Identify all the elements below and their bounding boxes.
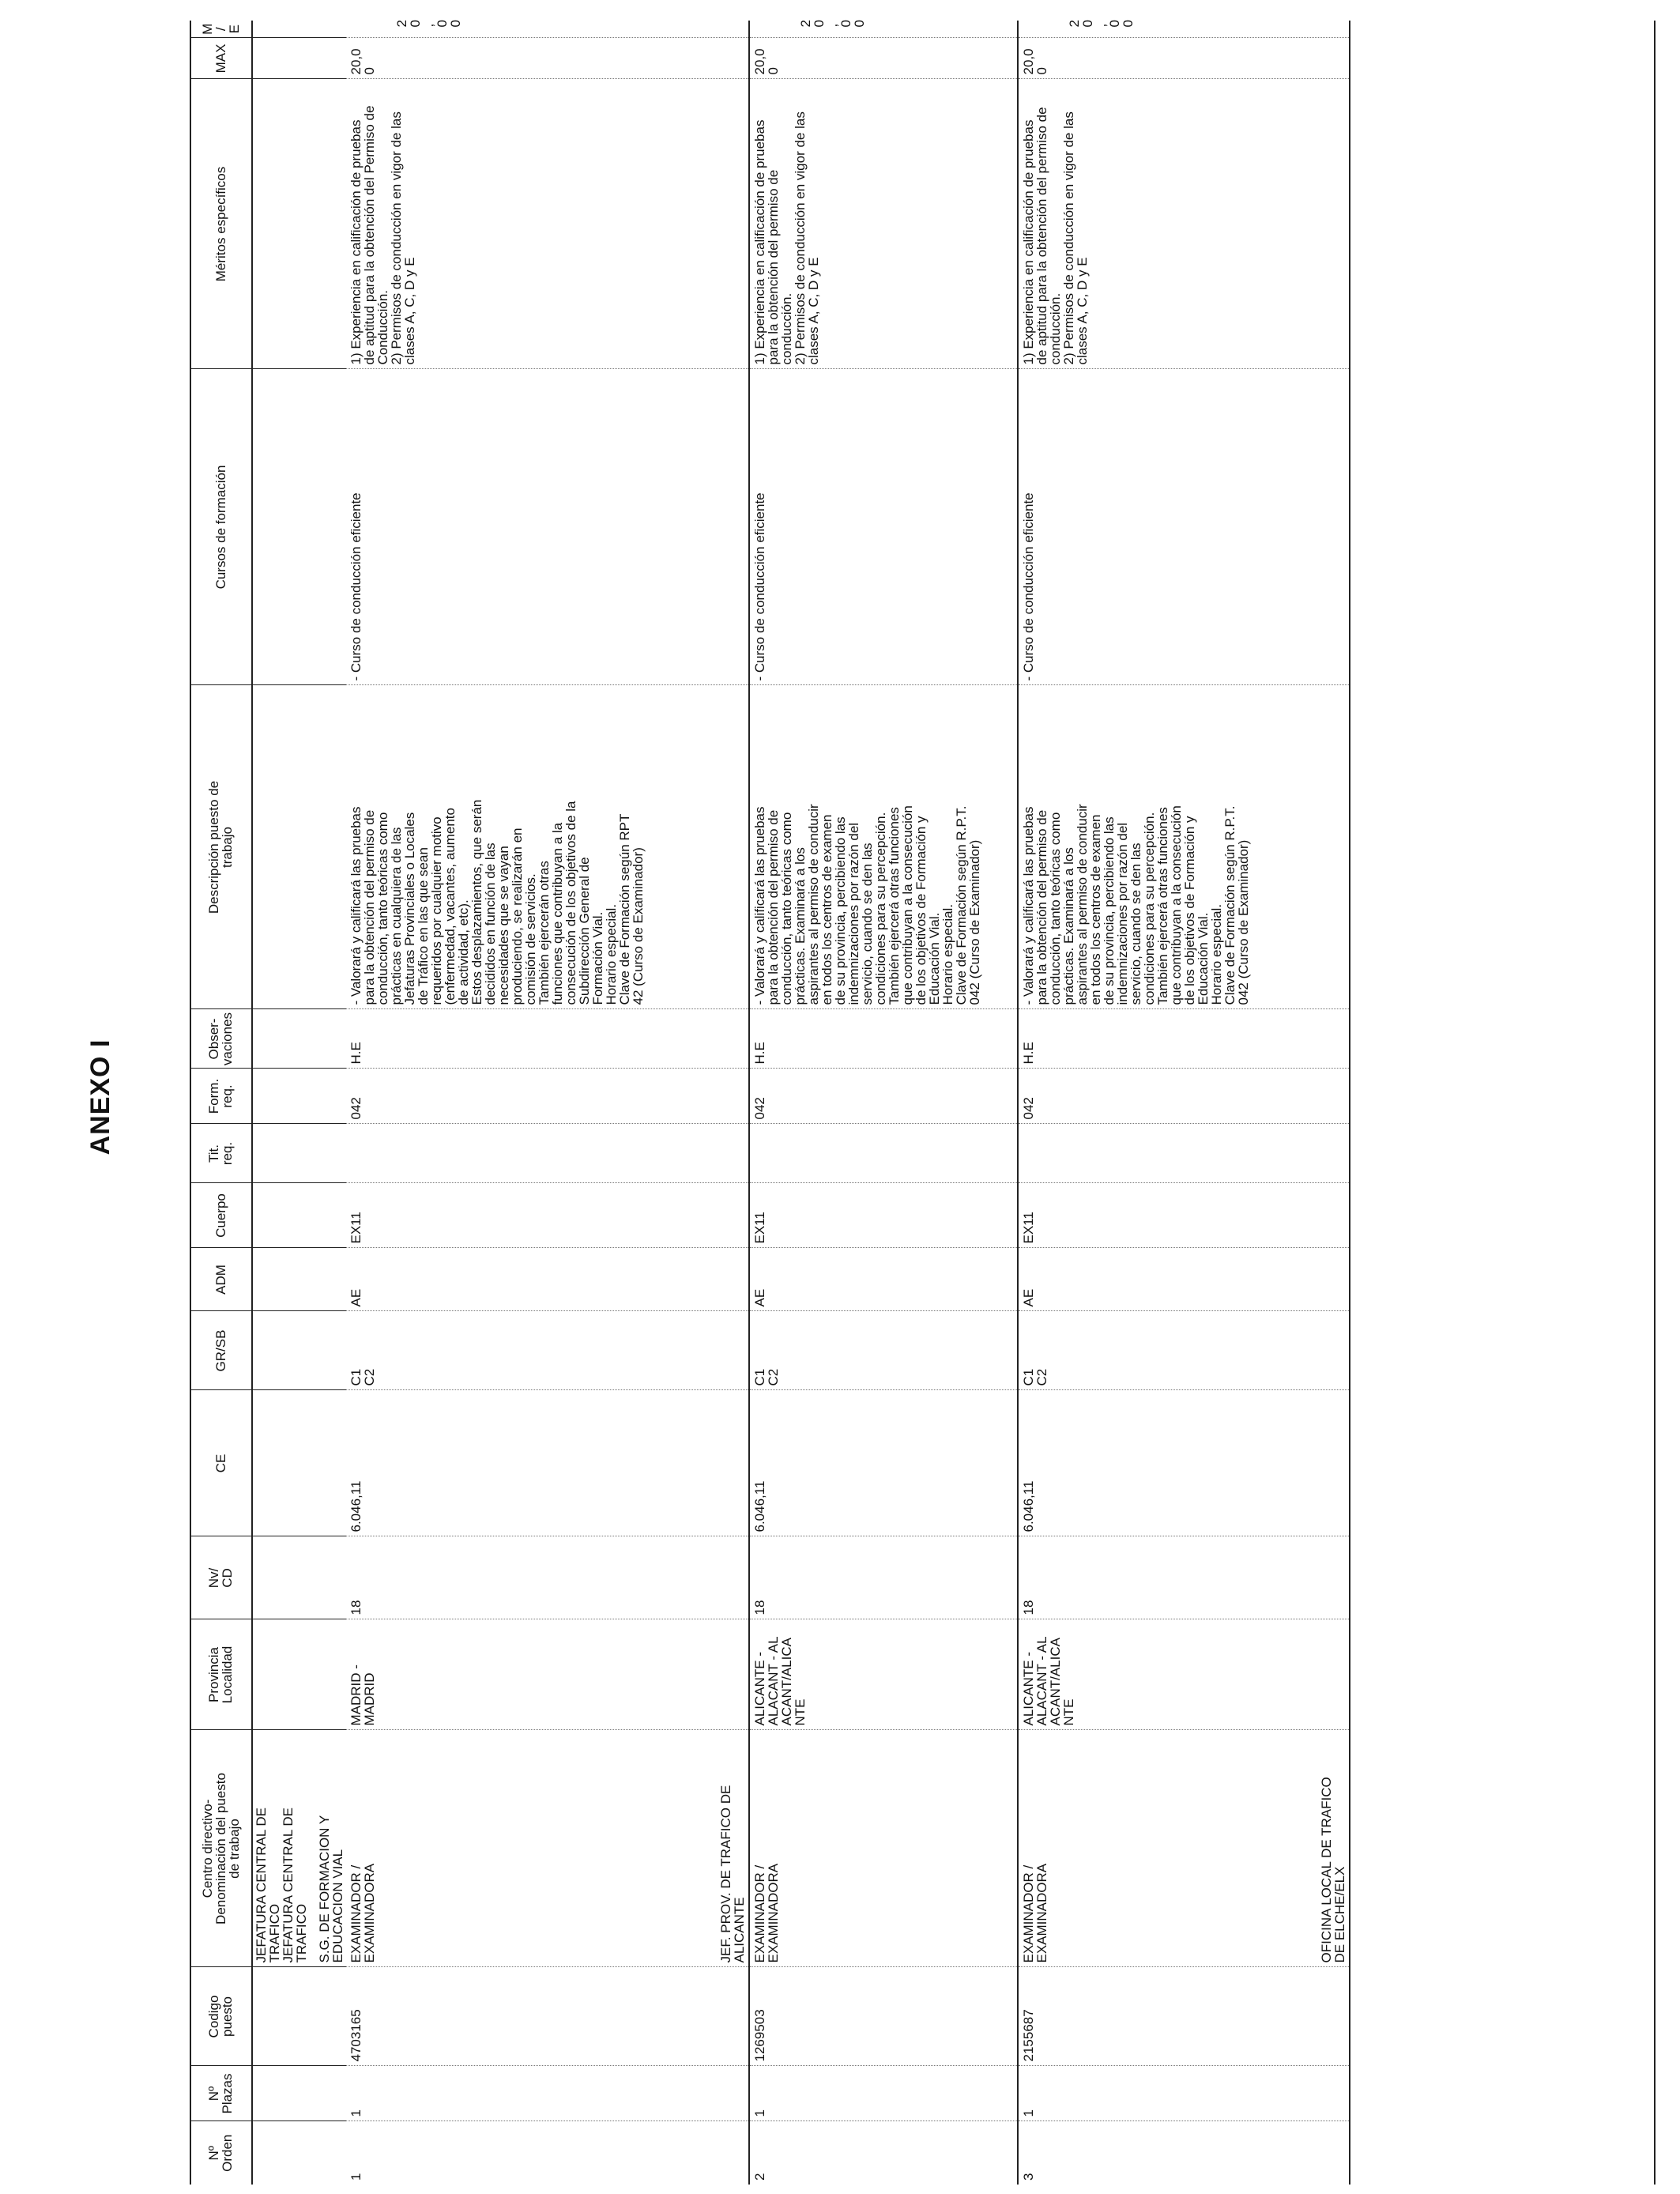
cell-plazas: 1	[346, 2066, 749, 2121]
col-header-nivel: Nv/ CD	[190, 1536, 252, 1619]
col-header-plazas: Nº Plazas	[190, 2066, 252, 2121]
subdireccion-line: S.G. DE FORMACION Y EDUCACION VIAL	[317, 1815, 345, 1963]
cell-max: 20,00 20,00	[1018, 38, 1350, 79]
cell-grupo: C1 C2	[1018, 1311, 1350, 1390]
centro-directivo-line2: JEFATURA CENTRAL DE TRAFICO	[281, 1808, 309, 1963]
col-header-adm: ADM	[190, 1248, 252, 1311]
cell-adm: AE	[749, 1248, 1018, 1311]
table-header-row	[190, 21, 252, 2185]
cell-adm: AE	[346, 1248, 749, 1311]
cell-plazas: 1	[749, 2066, 1018, 2121]
cell-centro	[1018, 1730, 1350, 1967]
cell-max: 20,00 20,00	[346, 38, 749, 79]
cell-formacion: 042	[749, 1069, 1018, 1124]
cell-max: 20,00 20,00	[749, 38, 1018, 79]
col-header-meritos: Méritos específicos	[190, 79, 252, 369]
cell-nivel: 18	[749, 1536, 1018, 1619]
cell-puesto: EXAMINADOR / EXAMINADORA	[348, 1863, 377, 1963]
col-header-me: M/E	[190, 21, 252, 38]
cell-observaciones: H.E	[749, 1009, 1018, 1069]
col-header-grupo: GR/SB	[190, 1311, 252, 1390]
cell-adm: AE	[1018, 1248, 1350, 1311]
cell-orden: 1	[346, 2121, 749, 2185]
table-row	[346, 21, 749, 2185]
cell-titulacion	[346, 1124, 749, 1183]
col-header-orden: Nº Orden	[190, 2121, 252, 2185]
cell-provincia: ALICANTE - ALACANT - AL ACANT/ALICA NTE	[749, 1619, 1018, 1730]
cell-cursos: - Curso de conducción eficiente	[346, 369, 749, 685]
cell-nivel: 18	[1018, 1536, 1350, 1619]
centro-directivo-line1: JEFATURA CENTRAL DE TRAFICO	[254, 1808, 282, 1963]
max-value: 20,00	[1021, 48, 1049, 75]
cell-nivel: 18	[346, 1536, 749, 1619]
cell-cursos: - Curso de conducción eficiente	[749, 369, 1018, 685]
col-header-descripcion: Descripción puesto de trabajo	[190, 685, 252, 1009]
cell-centro	[346, 1730, 749, 1967]
cell-meritos: 1) Experiencia en calificación de pruebas para la obtención del permiso de conducción. 2) Permisos de conducción en vigor de las clases A, C, D y E	[749, 79, 1018, 369]
centro-directivo-block	[252, 1730, 346, 1967]
cell-cuerpo: EX11	[346, 1183, 749, 1248]
cell-descripcion: - Valorará y calificará las pruebas para la obtención del permiso de conducción, tanto teóricas como prácticas. Examinará a los aspirantes al permiso de conducir en todos los centros de examen de su provincia, percibiendo las indemnizaciones por razón del servicio, cuando se den las condiciones para su percepción. También ejercerá otras funciones que contribuyan a la consecución de los objetivos de Formación y Educación Vial. Horario especial. Clave de Formación según R.P.T. 042 (Curso de Examinador)	[749, 685, 1018, 1009]
cell-ce: 6.046,11	[1018, 1390, 1350, 1536]
cell-me	[749, 21, 1018, 38]
cell-cuerpo: EX11	[749, 1183, 1018, 1248]
max-value: 20,00	[348, 48, 377, 75]
cell-descripcion: - Valorará y calificará las pruebas para la obtención del permiso de conducción, tanto teóricas como prácticas en cualquiera de las Jefaturas Provinciales o Locales de Tráfico en las que sean requeridos por cualquier motivo (enfermedad, vacantes, aumento de actividad, etc). Estos desplazamientos, que serán decididos en función de las necesidades que se vayan produciendo, se realizarán en comisión de servicios. También ejercerán otras funciones que contribuyan a la consecución de los objetivos de la Subdirección General de Formación Vial. Horario especial. Clave de Formación según RPT 42 (Curso de Examinador)	[346, 685, 749, 1009]
cell-orden: 2	[749, 2121, 1018, 2185]
col-header-formacion: Form. req.	[190, 1069, 252, 1124]
document-title: ANEXO I	[85, 1039, 115, 1155]
cell-orden: 3	[1018, 2121, 1350, 2185]
cell-plazas: 1	[1018, 2066, 1350, 2121]
cell-centro	[749, 1730, 1018, 1967]
col-header-titulacion: Tit. req.	[190, 1124, 252, 1183]
cell-titulacion	[1018, 1124, 1350, 1183]
col-header-provincia: Provincia Localidad	[190, 1619, 252, 1730]
col-header-codigo: Codigo puesto	[190, 1967, 252, 2066]
table-row	[749, 21, 1018, 2185]
cell-codigo: 4703165	[346, 1967, 749, 2066]
col-header-cuerpo: Cuerpo	[190, 1183, 252, 1248]
cell-titulacion	[749, 1124, 1018, 1183]
anexo-table	[190, 21, 1350, 2185]
col-header-cursos: Cursos de formación	[190, 369, 252, 685]
max-value: 20,00	[752, 48, 781, 75]
cell-grupo: C1 C2	[749, 1311, 1018, 1390]
cell-observaciones: H.E	[346, 1009, 749, 1069]
col-header-max: MAX	[190, 38, 252, 79]
col-header-observaciones: Obser- vaciones	[190, 1009, 252, 1069]
cell-grupo: C1 C2	[346, 1311, 749, 1390]
table-row	[1018, 21, 1350, 2185]
cell-codigo: 2155687	[1018, 1967, 1350, 2066]
cell-descripcion: - Valorará y calificará las pruebas para la obtención del permiso de conducción, tanto teóricas como prácticas. Examinará a los aspirantes al permiso de conducir en todos los centros de examen de su provincia, percibiendo las indemnizaciones por razón del servicio, cuando se den las condiciones para su percepción. También ejercerá otras funciones que contribuyan a la consecución de los objetivos de Formación y Educación Vial. Horario especial. Clave de Formación según R.P.T. 042 (Curso de Examinador)	[1018, 685, 1350, 1009]
cell-puesto: EXAMINADOR / EXAMINADORA	[1021, 1863, 1049, 1963]
cell-meritos: 1) Experiencia en calificación de pruebas de aptitud para la obtención del Permiso de Conducción. 2) Permisos de conducción en vigor de las clases A, C, D y E	[346, 79, 749, 369]
header-spacer-row	[252, 21, 346, 2185]
cell-codigo: 1269503	[749, 1967, 1018, 2066]
cell-formacion: 042	[346, 1069, 749, 1124]
cell-provincia: MADRID - MADRID	[346, 1619, 749, 1730]
cell-observaciones: H.E	[1018, 1009, 1350, 1069]
cell-unidad-siguiente: OFICINA LOCAL DE TRAFICO DE ELCHE/ELX	[1319, 1777, 1347, 1963]
cell-puesto: EXAMINADOR / EXAMINADORA	[752, 1863, 781, 1963]
col-header-centro: Centro directivo- Denominación del puesto de trabajo	[190, 1730, 252, 1967]
cell-provincia: ALICANTE - ALACANT - AL ACANT/ALICA NTE	[1018, 1619, 1350, 1730]
cell-unidad-siguiente: JEF. PROV. DE TRAFICO DE ALICANTE	[718, 1785, 747, 1963]
cell-cursos: - Curso de conducción eficiente	[1018, 369, 1350, 685]
cell-ce: 6.046,11	[346, 1390, 749, 1536]
cell-meritos: 1) Experiencia en calificación de pruebas de aptitud para la obtención del permiso de conducción. 2) Permisos de conducción en vigor de las clases A, C, D y E	[1018, 79, 1350, 369]
cell-cuerpo: EX11	[1018, 1183, 1350, 1248]
col-header-ce: CE	[190, 1390, 252, 1536]
cell-ce: 6.046,11	[749, 1390, 1018, 1536]
cell-formacion: 042	[1018, 1069, 1350, 1124]
